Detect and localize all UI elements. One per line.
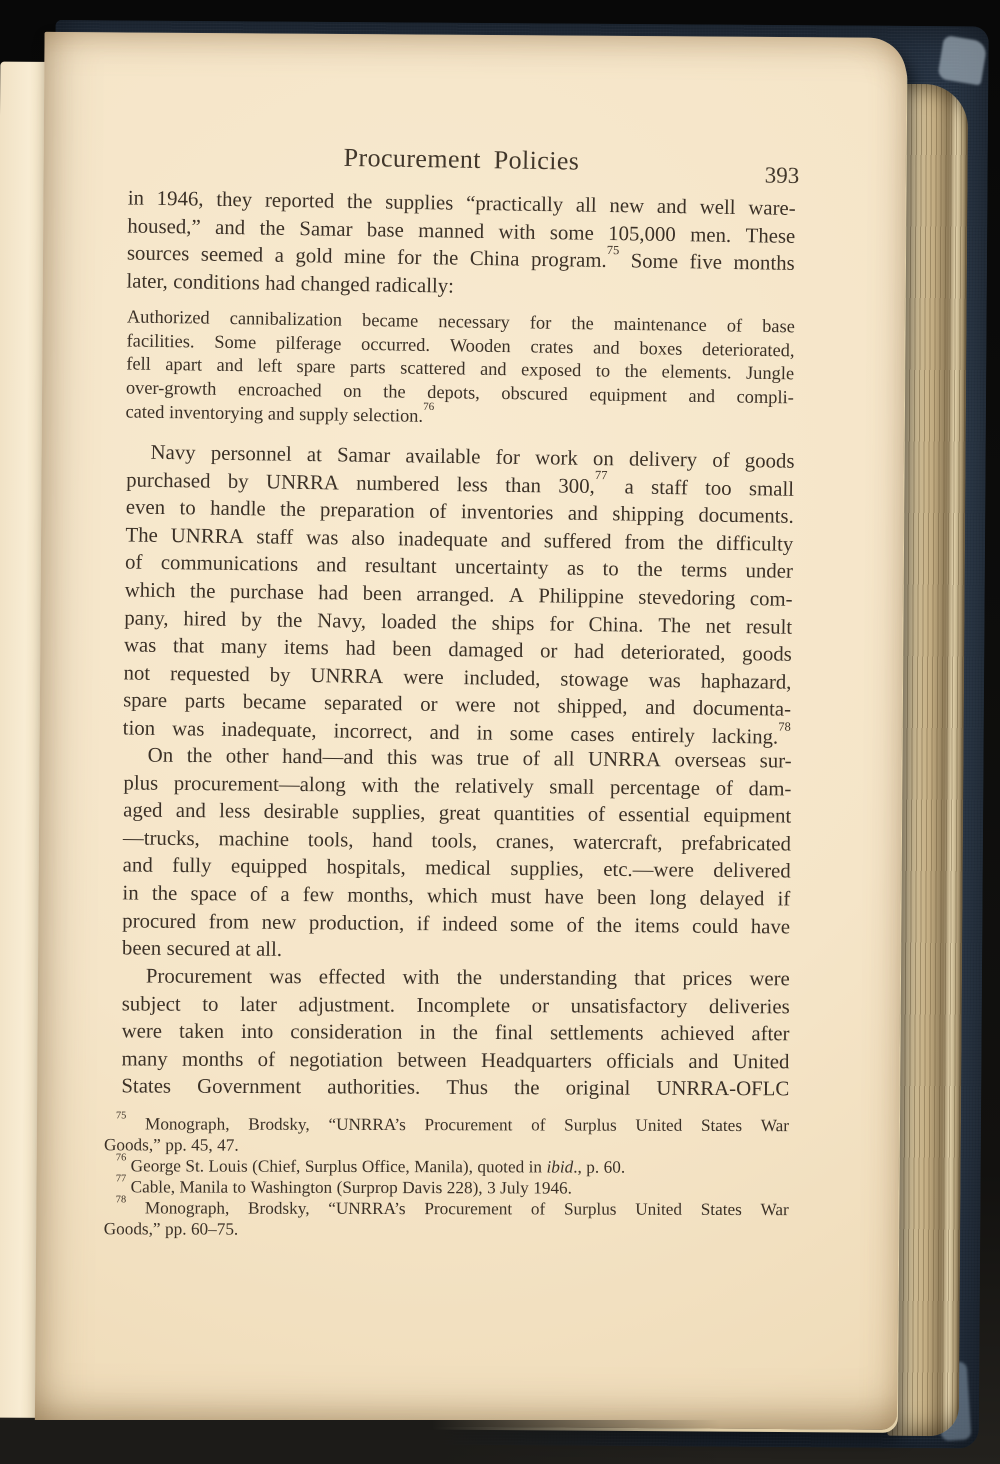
text-line: aged and less desirable supplies, great quantities of essential equipment (123, 799, 792, 829)
text-line: States Government authorities. Thus the original UNRRA-OFLC (121, 1074, 790, 1101)
paragraph (122, 742, 792, 969)
text-line: Procurement was effected with the understanding that prices were (145, 964, 790, 991)
table-shadow (0, 1420, 720, 1464)
footnotes (103, 1110, 789, 1241)
text-line: facilities. Some pilferage occurred. Wooden crates and boxes deteriorated, (126, 330, 795, 361)
page-number: 393 (764, 162, 800, 188)
text-line: —trucks, machine tools, hand tools, cranes, watercraft, prefabricated (122, 826, 792, 856)
page-content (103, 132, 800, 1244)
text-line: many months of negotiation between Headquarters officials and United (121, 1047, 790, 1074)
book-page (35, 32, 907, 1430)
text-line: in 1946, they reported the supplies “practically all new and well ware- (127, 186, 796, 220)
text-line: been secured at all. (121, 937, 283, 962)
text-line: subject to later adjustment. Incomplete or unsatisfactory deliveries (121, 992, 790, 1019)
cover-corner-sheen-top (937, 35, 988, 86)
text-line: in the space of a few months, which must have been long delayed if (122, 881, 791, 911)
footnote (104, 1152, 789, 1178)
text-line: $^{75}$ Monograph, Brodsky, “UNRRA’s Procurement of Surplus United States War (116, 1110, 789, 1136)
page-title: Procurement Policies (343, 142, 580, 176)
text-line: Navy personnel at Samar available for work on delivery of goods (150, 440, 795, 473)
text-line: plus procurement—along with the relatively small percentage of dam- (123, 771, 792, 801)
text-line: over-growth encroached on the depots, obscured equipment and compli- (125, 377, 794, 408)
text-line: not requested by UNRRA were included, stowage was haphazard, (123, 661, 792, 694)
text-line: cated inventorying and supply selection.$^{76}$ (125, 401, 435, 427)
paragraph (123, 438, 795, 751)
text-line: of communications and resultant uncertainty as to the terms under (124, 550, 794, 584)
paragraph (126, 184, 796, 305)
text-line: Goods,” pp. 45, 47. (103, 1135, 239, 1155)
text-line: Goods,” pp. 60–75. (103, 1219, 239, 1239)
text-line: Authorized cannibalization became necessary for the maintenance of base (126, 306, 796, 337)
block-quote (125, 306, 795, 434)
text-line: later, conditions had changed radically: (126, 269, 455, 298)
text-line: $^{78}$ Monograph, Brodsky, “UNRRA’s Procurement of Surplus United States War (115, 1194, 789, 1220)
footnote (104, 1173, 789, 1199)
text-line: spare parts became separated or were not shipped, and documenta- (122, 688, 792, 721)
text-line: On the other hand—and this was true of all UNRRA overseas sur- (147, 744, 792, 773)
footnote (103, 1194, 789, 1241)
text-line: sources seemed a gold mine for the China program.$^{75}$ Some five months (126, 241, 795, 276)
text-line: pany, hired by the Navy, loaded the ships for China. The net result (124, 605, 793, 639)
text-line: housed,” and the Samar base manned with some 105,000 men. These (127, 214, 796, 248)
footnote (103, 1110, 789, 1157)
paragraph (121, 963, 790, 1104)
text-line: $^{77}$ Cable, Manila to Washington (Surprop Davis 228), 3 July 1946. (115, 1173, 572, 1198)
text-line: $^{76}$ George St. Louis (Chief, Surplus Office, Manila), quoted in ibid., p. 60. (115, 1152, 626, 1177)
text-line: fell apart and left spare parts scattered and exposed to the elements. Jungle (126, 354, 795, 385)
text-line: tion was inadequate, incorrect, and in some cases entirely lacking.$^{78}$ (122, 716, 791, 749)
text-line: was that many items had been damaged or had deteriorated, goods (123, 633, 792, 666)
text-line: procured from new production, if indeed some of the items could have (122, 909, 791, 939)
text-line: and fully equipped hospitals, medical supplies, etc.—were delivered (122, 854, 791, 884)
text-line: which the purchase had been arranged. A Philippine stevedoring com- (124, 578, 793, 611)
text-line: even to handle the preparation of inventories and shipping documents. (125, 495, 794, 528)
text-line: were taken into consideration in the final settlements achieved after (121, 1019, 790, 1046)
text-line: The UNRRA staff was also inadequate and suffered from the difficulty (125, 523, 794, 556)
text-body (121, 184, 795, 1105)
text-line: purchased by UNRRA numbered less than 300,77 a staff too small (126, 467, 795, 501)
